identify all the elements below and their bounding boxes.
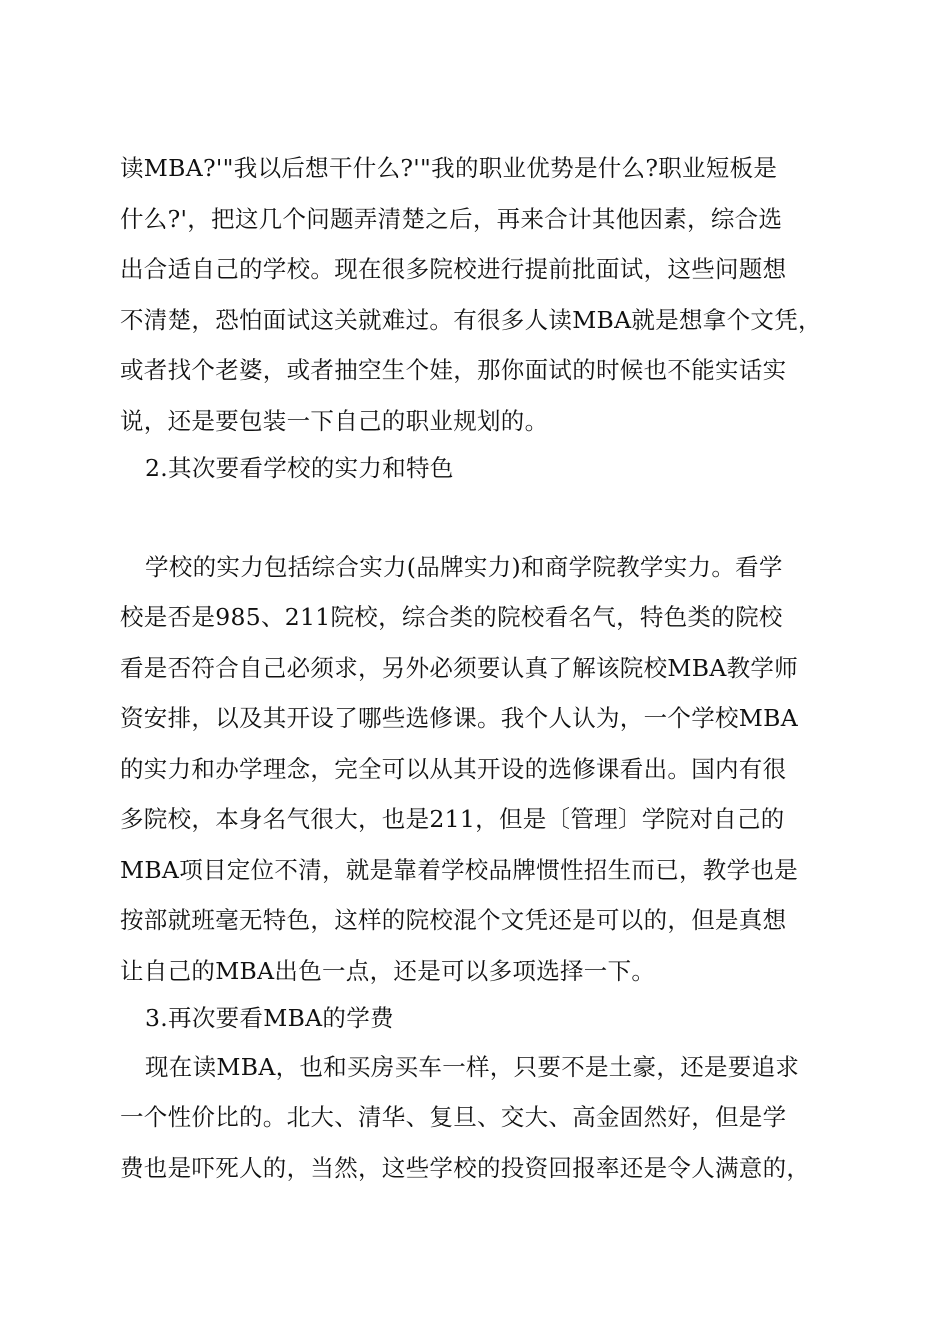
paragraph-line: 看是否符合自己必须求，另外必须要认真了解该院校MBA教学师: [120, 654, 799, 682]
paragraph-line: 资安排，以及其开设了哪些选修课。我个人认为，一个学校MBA: [120, 704, 799, 732]
paragraph-line: 或者找个老婆，或者抽空生个娃，那你面试的时候也不能实话实: [120, 356, 787, 384]
paragraph-line: 按部就班毫无特色，这样的院校混个文凭还是可以的，但是真想: [120, 906, 787, 934]
paragraph-line: 不清楚，恐怕面试这关就难过。有很多人读MBA就是想拿个文凭，: [120, 306, 822, 334]
section-heading: 2.其次要看学校的实力和特色: [145, 454, 454, 482]
paragraph-line: 让自己的MBA出色一点，还是可以多项选择一下。: [120, 957, 656, 985]
paragraph-line: 什么?'，把这几个问题弄清楚之后，再来合计其他因素，综合选: [120, 205, 783, 233]
paragraph-line: 费也是吓死人的，当然，这些学校的投资回报率还是令人满意的，: [120, 1154, 811, 1182]
paragraph-line: 多院校，本身名气很大，也是211，但是〔管理〕学院对自己的: [120, 805, 785, 833]
paragraph-line: 现在读MBA，也和买房买车一样，只要不是土豪，还是要追求: [145, 1053, 800, 1081]
paragraph-line: 一个性价比的。北大、清华、复旦、交大、高金固然好，但是学: [120, 1103, 787, 1131]
paragraph-line: 读MBA?'"我以后想干什么?'"我的职业优势是什么?职业短板是: [120, 154, 778, 182]
section-heading: 3.再次要看MBA的学费: [145, 1004, 394, 1032]
paragraph-line: 的实力和办学理念，完全可以从其开设的选修课看出。国内有很: [120, 755, 787, 783]
paragraph-line: 说，还是要包装一下自己的职业规划的。: [120, 407, 549, 435]
paragraph-line: 校是否是985、211院校，综合类的院校看名气，特色类的院校: [120, 603, 783, 631]
paragraph-line: 出合适自己的学校。现在很多院校进行提前批面试，这些问题想: [120, 255, 787, 283]
paragraph-line: MBA项目定位不清，就是靠着学校品牌惯性招生而已，教学也是: [120, 856, 799, 884]
paragraph-line: 学校的实力包括综合实力(品牌实力)和商学院教学实力。看学: [145, 553, 783, 581]
